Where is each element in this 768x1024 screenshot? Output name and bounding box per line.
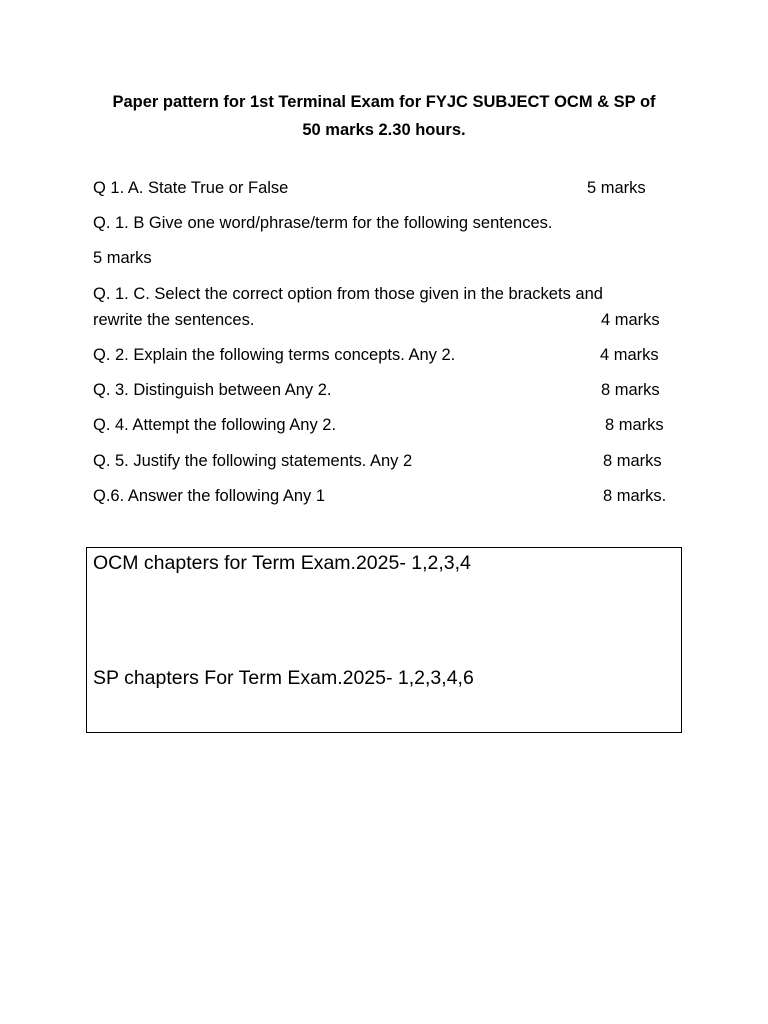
question-1a-text: Q 1. A. State True or False xyxy=(93,179,289,197)
question-3-marks: 8 marks xyxy=(601,381,660,399)
question-1c-marks: 4 marks xyxy=(601,311,660,329)
ocm-chapters: OCM chapters for Term Exam.2025- 1,2,3,4 xyxy=(93,552,471,574)
question-4-marks: 8 marks xyxy=(605,416,664,434)
question-4-text: Q. 4. Attempt the following Any 2. xyxy=(93,416,337,434)
question-1c-text: Q. 1. C. Select the correct option from those given in the brackets and xyxy=(93,285,603,303)
question-6-marks: 8 marks. xyxy=(603,487,667,505)
question-1a-marks: 5 marks xyxy=(587,179,646,197)
title-line-2: 50 marks 2.30 hours. xyxy=(302,121,466,139)
chapters-box xyxy=(86,547,682,733)
sp-chapters: SP chapters For Term Exam.2025- 1,2,3,4,6 xyxy=(93,667,474,689)
question-1b-marks: 5 marks xyxy=(93,249,152,267)
question-5-marks: 8 marks xyxy=(603,452,662,470)
question-3-text: Q. 3. Distinguish between Any 2. xyxy=(93,381,332,399)
question-2-text: Q. 2. Explain the following terms concepts. Any 2. xyxy=(93,346,456,364)
question-1c-text-cont: rewrite the sentences. xyxy=(93,311,255,329)
question-5-text: Q. 5. Justify the following statements. Any 2 xyxy=(93,452,413,470)
question-2-marks: 4 marks xyxy=(600,346,659,364)
question-6-text: Q.6. Answer the following Any 1 xyxy=(93,487,326,505)
title-line-1: Paper pattern for 1st Terminal Exam for FYJC SUBJECT OCM & SP of xyxy=(112,93,656,111)
question-1b-text: Q. 1. B Give one word/phrase/term for the following sentences. xyxy=(93,214,553,232)
page-title xyxy=(60,88,708,144)
